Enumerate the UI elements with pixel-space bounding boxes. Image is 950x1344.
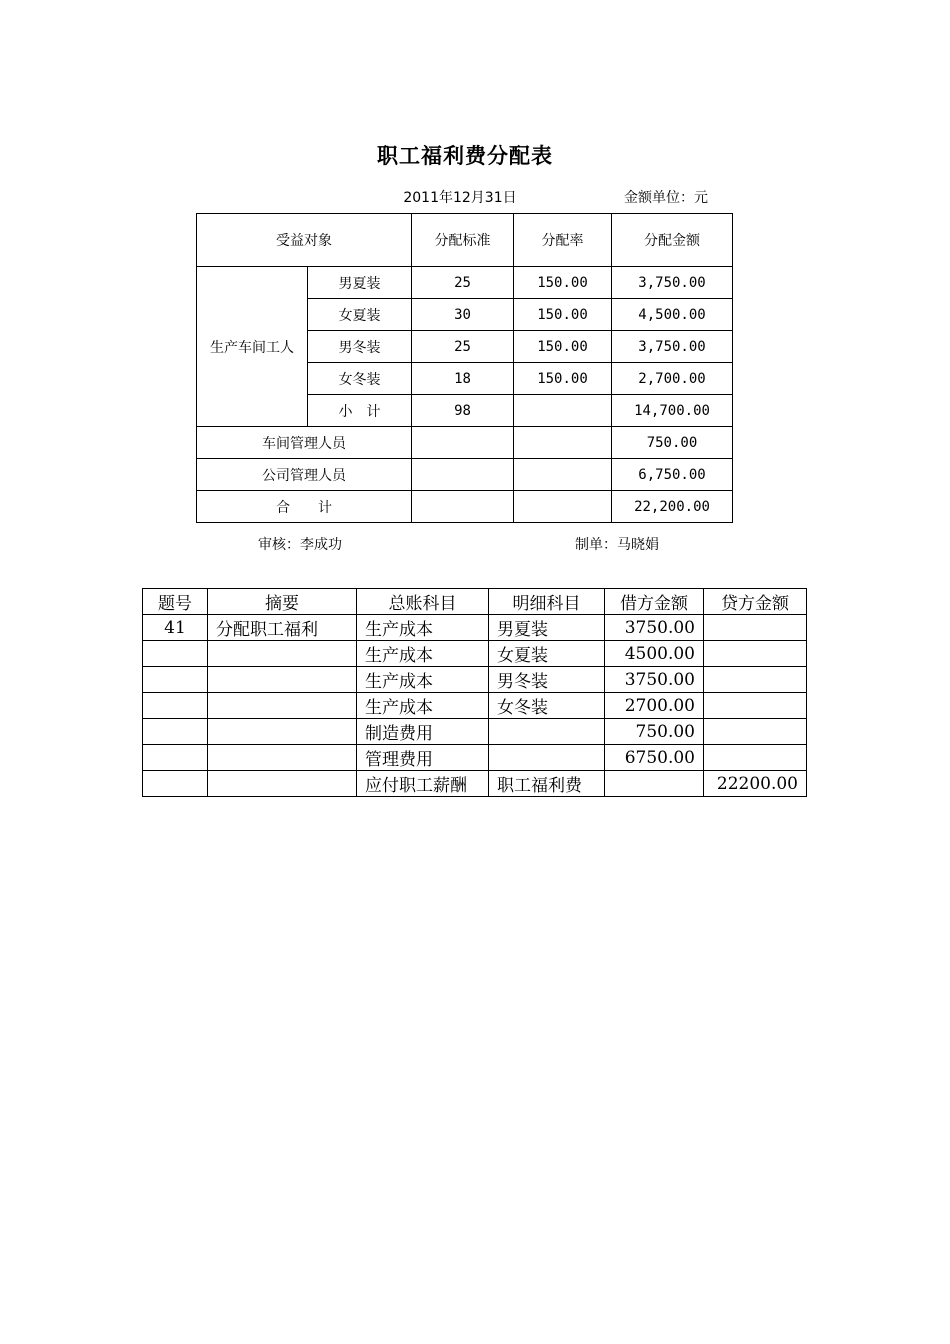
- workshop-mgmt-row: [197, 427, 733, 459]
- journal-no: [143, 745, 208, 771]
- journal-credit: 22200.00: [704, 771, 807, 797]
- workshop-mgmt-amount: 750.00: [612, 427, 733, 459]
- subtotal-amount: 14,700.00: [612, 395, 733, 427]
- total-row: [197, 491, 733, 523]
- journal-no: 41: [143, 615, 208, 641]
- empty-cell: [412, 459, 514, 491]
- journal-header-detail: 明细科目: [489, 589, 605, 615]
- journal-account: 生产成本: [357, 667, 489, 693]
- empty-cell: [514, 427, 612, 459]
- journal-row: [143, 615, 807, 641]
- subtotal-standard: 98: [412, 395, 514, 427]
- empty-cell: [514, 459, 612, 491]
- journal-table: [142, 588, 807, 797]
- journal-header-credit: 贷方金额: [704, 589, 807, 615]
- amount-cell: 2,700.00: [612, 363, 733, 395]
- standard-cell: 25: [412, 331, 514, 363]
- amount-unit: 金额单位：元: [624, 190, 708, 206]
- journal-detail: 男夏装: [489, 615, 605, 641]
- journal-no: [143, 771, 208, 797]
- header-beneficiary: 受益对象: [197, 214, 412, 267]
- journal-debit: 3750.00: [605, 615, 704, 641]
- journal-no: [143, 667, 208, 693]
- journal-no: [143, 719, 208, 745]
- item-cell: 女冬装: [308, 363, 412, 395]
- company-mgmt-amount: 6,750.00: [612, 459, 733, 491]
- journal-row: [143, 771, 807, 797]
- amount-cell: 3,750.00: [612, 267, 733, 299]
- item-cell: 男夏装: [308, 267, 412, 299]
- empty-cell: [514, 491, 612, 523]
- journal-credit: [704, 641, 807, 667]
- journal-detail: [489, 745, 605, 771]
- journal-row: [143, 641, 807, 667]
- standard-cell: 30: [412, 299, 514, 331]
- item-cell: 女夏装: [308, 299, 412, 331]
- journal-detail: 男冬装: [489, 667, 605, 693]
- journal-debit: 750.00: [605, 719, 704, 745]
- journal-debit: [605, 771, 704, 797]
- journal-credit: [704, 745, 807, 771]
- journal-no: [143, 641, 208, 667]
- journal-account: 生产成本: [357, 615, 489, 641]
- rate-cell: 150.00: [514, 331, 612, 363]
- rate-cell: 150.00: [514, 299, 612, 331]
- company-mgmt-label: 公司管理人员: [197, 459, 412, 491]
- reviewer-signature: 审核：李成功: [258, 537, 342, 553]
- journal-account: 制造费用: [357, 719, 489, 745]
- allocation-table: [196, 213, 733, 523]
- journal-detail: 女冬装: [489, 693, 605, 719]
- company-mgmt-row: [197, 459, 733, 491]
- header-standard: 分配标准: [412, 214, 514, 267]
- report-date: 2011年12月31日: [403, 190, 517, 206]
- allocation-header-row: [197, 214, 733, 267]
- journal-account: 管理费用: [357, 745, 489, 771]
- allocation-row: [197, 267, 733, 299]
- journal-summary: [208, 693, 357, 719]
- journal-summary: [208, 745, 357, 771]
- rate-cell: 150.00: [514, 267, 612, 299]
- journal-header-debit: 借方金额: [605, 589, 704, 615]
- journal-credit: [704, 615, 807, 641]
- journal-no: [143, 693, 208, 719]
- total-label: 合 计: [197, 491, 412, 523]
- report-title: 职工福利费分配表: [377, 144, 553, 168]
- journal-account: 应付职工薪酬: [357, 771, 489, 797]
- standard-cell: 25: [412, 267, 514, 299]
- journal-header-account: 总账科目: [357, 589, 489, 615]
- journal-detail: [489, 719, 605, 745]
- item-cell: 男冬装: [308, 331, 412, 363]
- journal-credit: [704, 667, 807, 693]
- journal-row: [143, 693, 807, 719]
- workshop-mgmt-label: 车间管理人员: [197, 427, 412, 459]
- journal-header-summary: 摘要: [208, 589, 357, 615]
- total-amount: 22,200.00: [612, 491, 733, 523]
- journal-credit: [704, 693, 807, 719]
- amount-cell: 4,500.00: [612, 299, 733, 331]
- group-label: 生产车间工人: [197, 267, 308, 427]
- journal-debit: 2700.00: [605, 693, 704, 719]
- journal-summary: 分配职工福利: [208, 615, 357, 641]
- header-amount: 分配金额: [612, 214, 733, 267]
- journal-summary: [208, 641, 357, 667]
- journal-account: 生产成本: [357, 641, 489, 667]
- journal-row: [143, 745, 807, 771]
- journal-detail: 职工福利费: [489, 771, 605, 797]
- amount-cell: 3,750.00: [612, 331, 733, 363]
- rate-cell: 150.00: [514, 363, 612, 395]
- journal-summary: [208, 771, 357, 797]
- journal-detail: 女夏装: [489, 641, 605, 667]
- empty-cell: [412, 491, 514, 523]
- journal-summary: [208, 667, 357, 693]
- journal-account: 生产成本: [357, 693, 489, 719]
- journal-row: [143, 667, 807, 693]
- subtotal-label: 小 计: [308, 395, 412, 427]
- empty-cell: [412, 427, 514, 459]
- journal-row: [143, 719, 807, 745]
- preparer-signature: 制单：马晓娟: [575, 537, 659, 553]
- header-rate: 分配率: [514, 214, 612, 267]
- standard-cell: 18: [412, 363, 514, 395]
- journal-debit: 4500.00: [605, 641, 704, 667]
- journal-header-row: [143, 589, 807, 615]
- empty-cell: [514, 395, 612, 427]
- journal-debit: 3750.00: [605, 667, 704, 693]
- journal-debit: 6750.00: [605, 745, 704, 771]
- journal-summary: [208, 719, 357, 745]
- journal-header-no: 题号: [143, 589, 208, 615]
- journal-credit: [704, 719, 807, 745]
